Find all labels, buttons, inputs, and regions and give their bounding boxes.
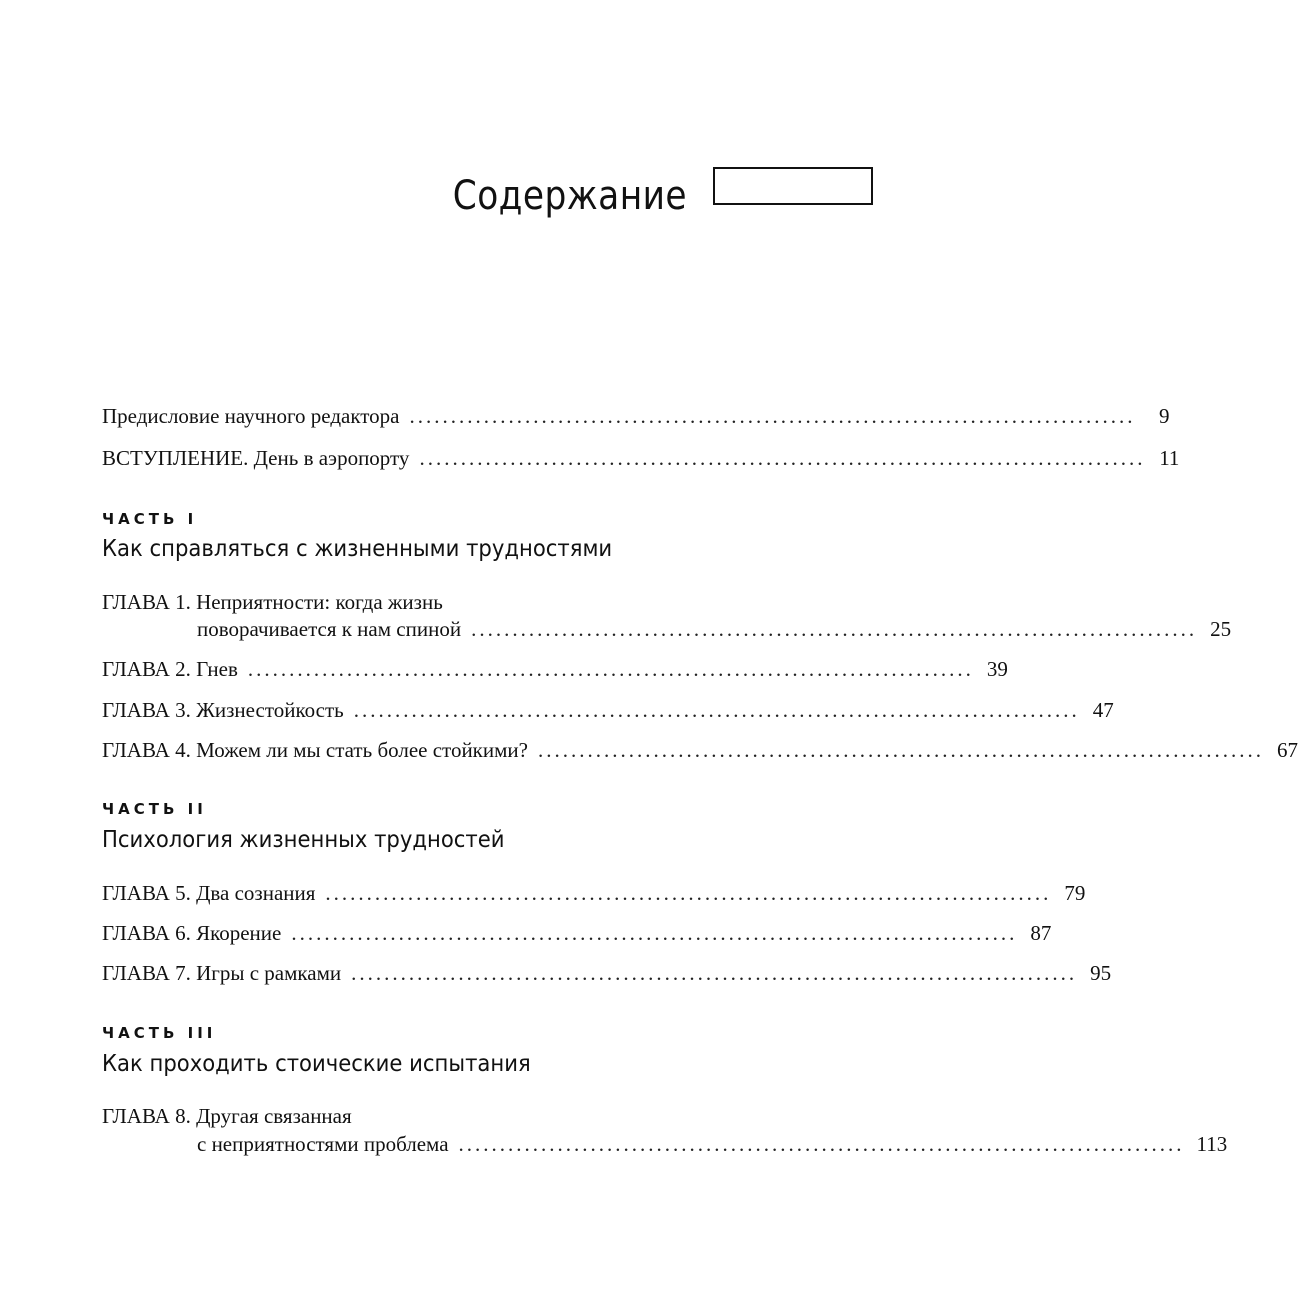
toc-entry[interactable] [102, 446, 1180, 471]
toc-entry-title: ГЛАВА 2. Гнев [102, 657, 238, 681]
chapter-title-line1[interactable]: ГЛАВА 1. Неприятности: когда жизнь [102, 590, 443, 614]
toc-entry-page: 39 [986, 657, 1008, 681]
part-label: ЧАСТЬ III [102, 1024, 217, 1042]
toc-entry-page: 47 [1092, 698, 1114, 722]
leader-dots: ........................................................................................ [458, 1132, 1185, 1156]
leader-dots: ........................................................................................ [325, 881, 1052, 905]
chapter-title-line2: поворачивается к нам спиной [197, 617, 462, 641]
toc-entry[interactable] [102, 404, 1170, 429]
toc-entry-title: ГЛАВА 4. Можем ли мы стать более стойкими? [102, 738, 528, 762]
part-label: ЧАСТЬ II [102, 800, 207, 818]
toc-entry[interactable] [102, 881, 1086, 906]
leader-dots: ........................................................................................ [537, 738, 1264, 762]
toc-entry[interactable] [102, 698, 1114, 723]
toc-entry[interactable] [102, 738, 1298, 763]
toc-entry-page: 25 [1210, 617, 1232, 641]
toc-entry[interactable] [197, 1132, 1228, 1157]
toc-entry-page: 11 [1159, 446, 1180, 470]
toc-entry-page: 79 [1064, 881, 1086, 905]
chapter-title-line1[interactable]: ГЛАВА 8. Другая связанная [102, 1104, 352, 1128]
part-title: Как справляться с жизненными трудностями [102, 536, 613, 562]
toc-entry[interactable] [102, 657, 1008, 682]
toc-entry-title: ВСТУПЛЕНИЕ. День в аэропорту [102, 446, 410, 470]
toc-entry[interactable] [102, 961, 1112, 986]
part-title: Как проходить стоические испытания [102, 1051, 531, 1077]
leader-dots: ........................................................................................ [419, 446, 1146, 470]
leader-dots: ........................................................................................ [409, 404, 1136, 428]
toc-entry-title: ГЛАВА 5. Два сознания [102, 881, 316, 905]
leader-dots: ........................................................................................ [291, 921, 1018, 945]
toc-entry-title: Предисловие научного редактора [102, 404, 400, 428]
part-label: ЧАСТЬ I [102, 510, 198, 528]
leader-dots: ........................................................................................ [247, 657, 974, 681]
leader-dots: ........................................................................................ [471, 617, 1198, 641]
toc-entry-title: ГЛАВА 7. Игры с рамками [102, 961, 342, 985]
toc-entry-page: 67 [1276, 738, 1298, 762]
toc-entry[interactable] [102, 921, 1052, 946]
page-title: Содержание [452, 173, 687, 219]
chapter-title-line2: с неприятностями проблема [197, 1132, 449, 1156]
section-tab-marker [713, 167, 873, 205]
toc-entry-page: 95 [1090, 961, 1112, 985]
part-title: Психология жизненных трудностей [102, 827, 505, 853]
toc-entry[interactable] [197, 617, 1232, 642]
toc-entry-title: ГЛАВА 6. Якорение [102, 921, 282, 945]
leader-dots: ........................................................................................ [351, 961, 1078, 985]
toc-entry-page: 87 [1030, 921, 1052, 945]
toc-entry-page: 113 [1196, 1132, 1228, 1156]
leader-dots: ........................................................................................ [353, 698, 1080, 722]
toc-entry-title: ГЛАВА 3. Жизнестойкость [102, 698, 344, 722]
toc-entry-page: 9 [1159, 404, 1170, 428]
